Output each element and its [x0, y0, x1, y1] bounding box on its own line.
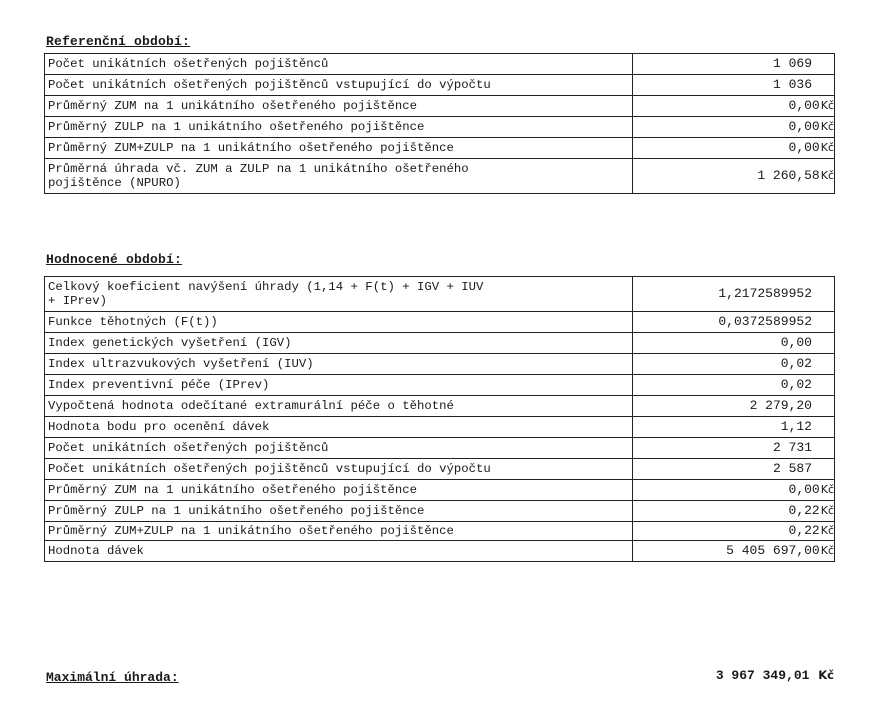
row-label: Počet unikátních ošetřených pojištěnců vstupující do výpočtu	[45, 75, 633, 96]
row-value-unit: Kč	[820, 141, 834, 154]
row-value	[633, 277, 835, 312]
row-value-number: 0,22	[788, 523, 820, 538]
evaluated-row	[45, 501, 835, 522]
row-value-number: 0,02	[780, 356, 812, 371]
row-value-number: 1,12	[780, 419, 812, 434]
row-value	[633, 117, 835, 138]
row-value	[633, 354, 835, 375]
reference-row	[45, 159, 835, 194]
row-value-number: 1 069	[772, 56, 812, 71]
row-label: Průměrný ZUM na 1 unikátního ošetřeného pojištěnce	[45, 480, 633, 501]
row-value	[633, 159, 835, 194]
row-label: Průměrný ZULP na 1 unikátního ošetřeného pojištěnce	[45, 501, 633, 522]
row-label: Počet unikátních ošetřených pojištěnců	[45, 54, 633, 75]
row-value-number: 0,00	[780, 335, 812, 350]
row-label: Průměrný ZUM na 1 unikátního ošetřeného pojištěnce	[45, 96, 633, 117]
evaluated-row	[45, 277, 835, 312]
row-value	[633, 501, 835, 522]
evaluated-row	[45, 480, 835, 501]
row-value	[633, 96, 835, 117]
row-value	[633, 375, 835, 396]
row-label: Index ultrazvukových vyšetření (IUV)	[45, 354, 633, 375]
maximum-label: Maximální úhrada:	[46, 670, 179, 685]
evaluated-row	[45, 417, 835, 438]
row-value-number: 0,02	[780, 377, 812, 392]
row-value-unit: Kč	[820, 169, 834, 182]
evaluated-row	[45, 354, 835, 375]
row-value-unit: Kč	[820, 524, 834, 537]
row-value-unit: Kč	[820, 544, 834, 557]
row-label: Průměrný ZUM+ZULP na 1 unikátního ošetřeného pojištěnce	[45, 138, 633, 159]
row-value	[633, 333, 835, 354]
row-value-number: 1 036	[772, 77, 812, 92]
maximum-unit: Kč	[818, 668, 834, 682]
row-value	[633, 312, 835, 333]
evaluated-row	[45, 522, 835, 541]
row-value-number: 0,00	[788, 140, 820, 155]
reference-section-title: Referenční období:	[46, 34, 191, 49]
row-value-number: 0,00	[788, 119, 820, 134]
row-value	[633, 522, 835, 541]
row-value-number: 0,0372589952	[718, 314, 812, 329]
row-value-unit: Kč	[820, 483, 834, 496]
row-label: Průměrný ZULP na 1 unikátního ošetřeného pojištěnce	[45, 117, 633, 138]
evaluated-row	[45, 333, 835, 354]
row-value-unit: Kč	[820, 120, 834, 133]
row-value-unit: Kč	[820, 504, 834, 517]
evaluated-row	[45, 375, 835, 396]
row-value	[633, 396, 835, 417]
row-label: Průměrná úhrada vč. ZUM a ZULP na 1 unikátního ošetřeného pojištěnce (NPURO)	[45, 159, 633, 194]
row-label: Vypočtená hodnota odečítané extramurální péče o těhotné	[45, 396, 633, 417]
row-label: Index preventivní péče (IPrev)	[45, 375, 633, 396]
evaluated-row	[45, 459, 835, 480]
row-label: Funkce těhotných (F(t))	[45, 312, 633, 333]
evaluated-section-title: Hodnocené období:	[46, 252, 183, 267]
row-value	[633, 75, 835, 96]
row-value-number: 0,00	[788, 482, 820, 497]
evaluated-row	[45, 438, 835, 459]
row-label: Průměrný ZUM+ZULP na 1 unikátního ošetřeného pojištěnce	[45, 522, 633, 541]
row-value-number: 1,2172589952	[718, 286, 812, 301]
reference-row	[45, 75, 835, 96]
row-value-number: 0,00	[788, 98, 820, 113]
maximum-amount: 3 967 349,01	[715, 668, 810, 683]
reference-row	[45, 138, 835, 159]
reference-row	[45, 117, 835, 138]
row-value-number: 0,22	[788, 503, 820, 518]
row-value	[633, 138, 835, 159]
row-value	[633, 417, 835, 438]
reference-table	[44, 53, 835, 194]
reference-row	[45, 54, 835, 75]
row-value-number: 1 260,58	[757, 168, 820, 183]
row-label: Celkový koeficient navýšení úhrady (1,14 + F(t) + IGV + IUV + IPrev)	[45, 277, 633, 312]
row-label: Počet unikátních ošetřených pojištěnců	[45, 438, 633, 459]
row-label: Hodnota dávek	[45, 541, 633, 562]
row-value-number: 2 587	[772, 461, 812, 476]
evaluated-row	[45, 312, 835, 333]
row-label: Hodnota bodu pro ocenění dávek	[45, 417, 633, 438]
evaluated-table	[44, 276, 835, 562]
row-label: Počet unikátních ošetřených pojištěnců vstupující do výpočtu	[45, 459, 633, 480]
row-value	[633, 480, 835, 501]
evaluated-row	[45, 541, 835, 562]
row-value	[633, 459, 835, 480]
row-value-number: 5 405 697,00	[726, 543, 820, 558]
row-value-unit: Kč	[820, 99, 834, 112]
reference-row	[45, 96, 835, 117]
row-value	[633, 438, 835, 459]
row-value-number: 2 731	[772, 440, 812, 455]
maximum-value	[716, 668, 834, 683]
row-value	[633, 54, 835, 75]
row-value-number: 2 279,20	[749, 398, 812, 413]
evaluated-row	[45, 396, 835, 417]
row-value	[633, 541, 835, 562]
row-label: Index genetických vyšetření (IGV)	[45, 333, 633, 354]
